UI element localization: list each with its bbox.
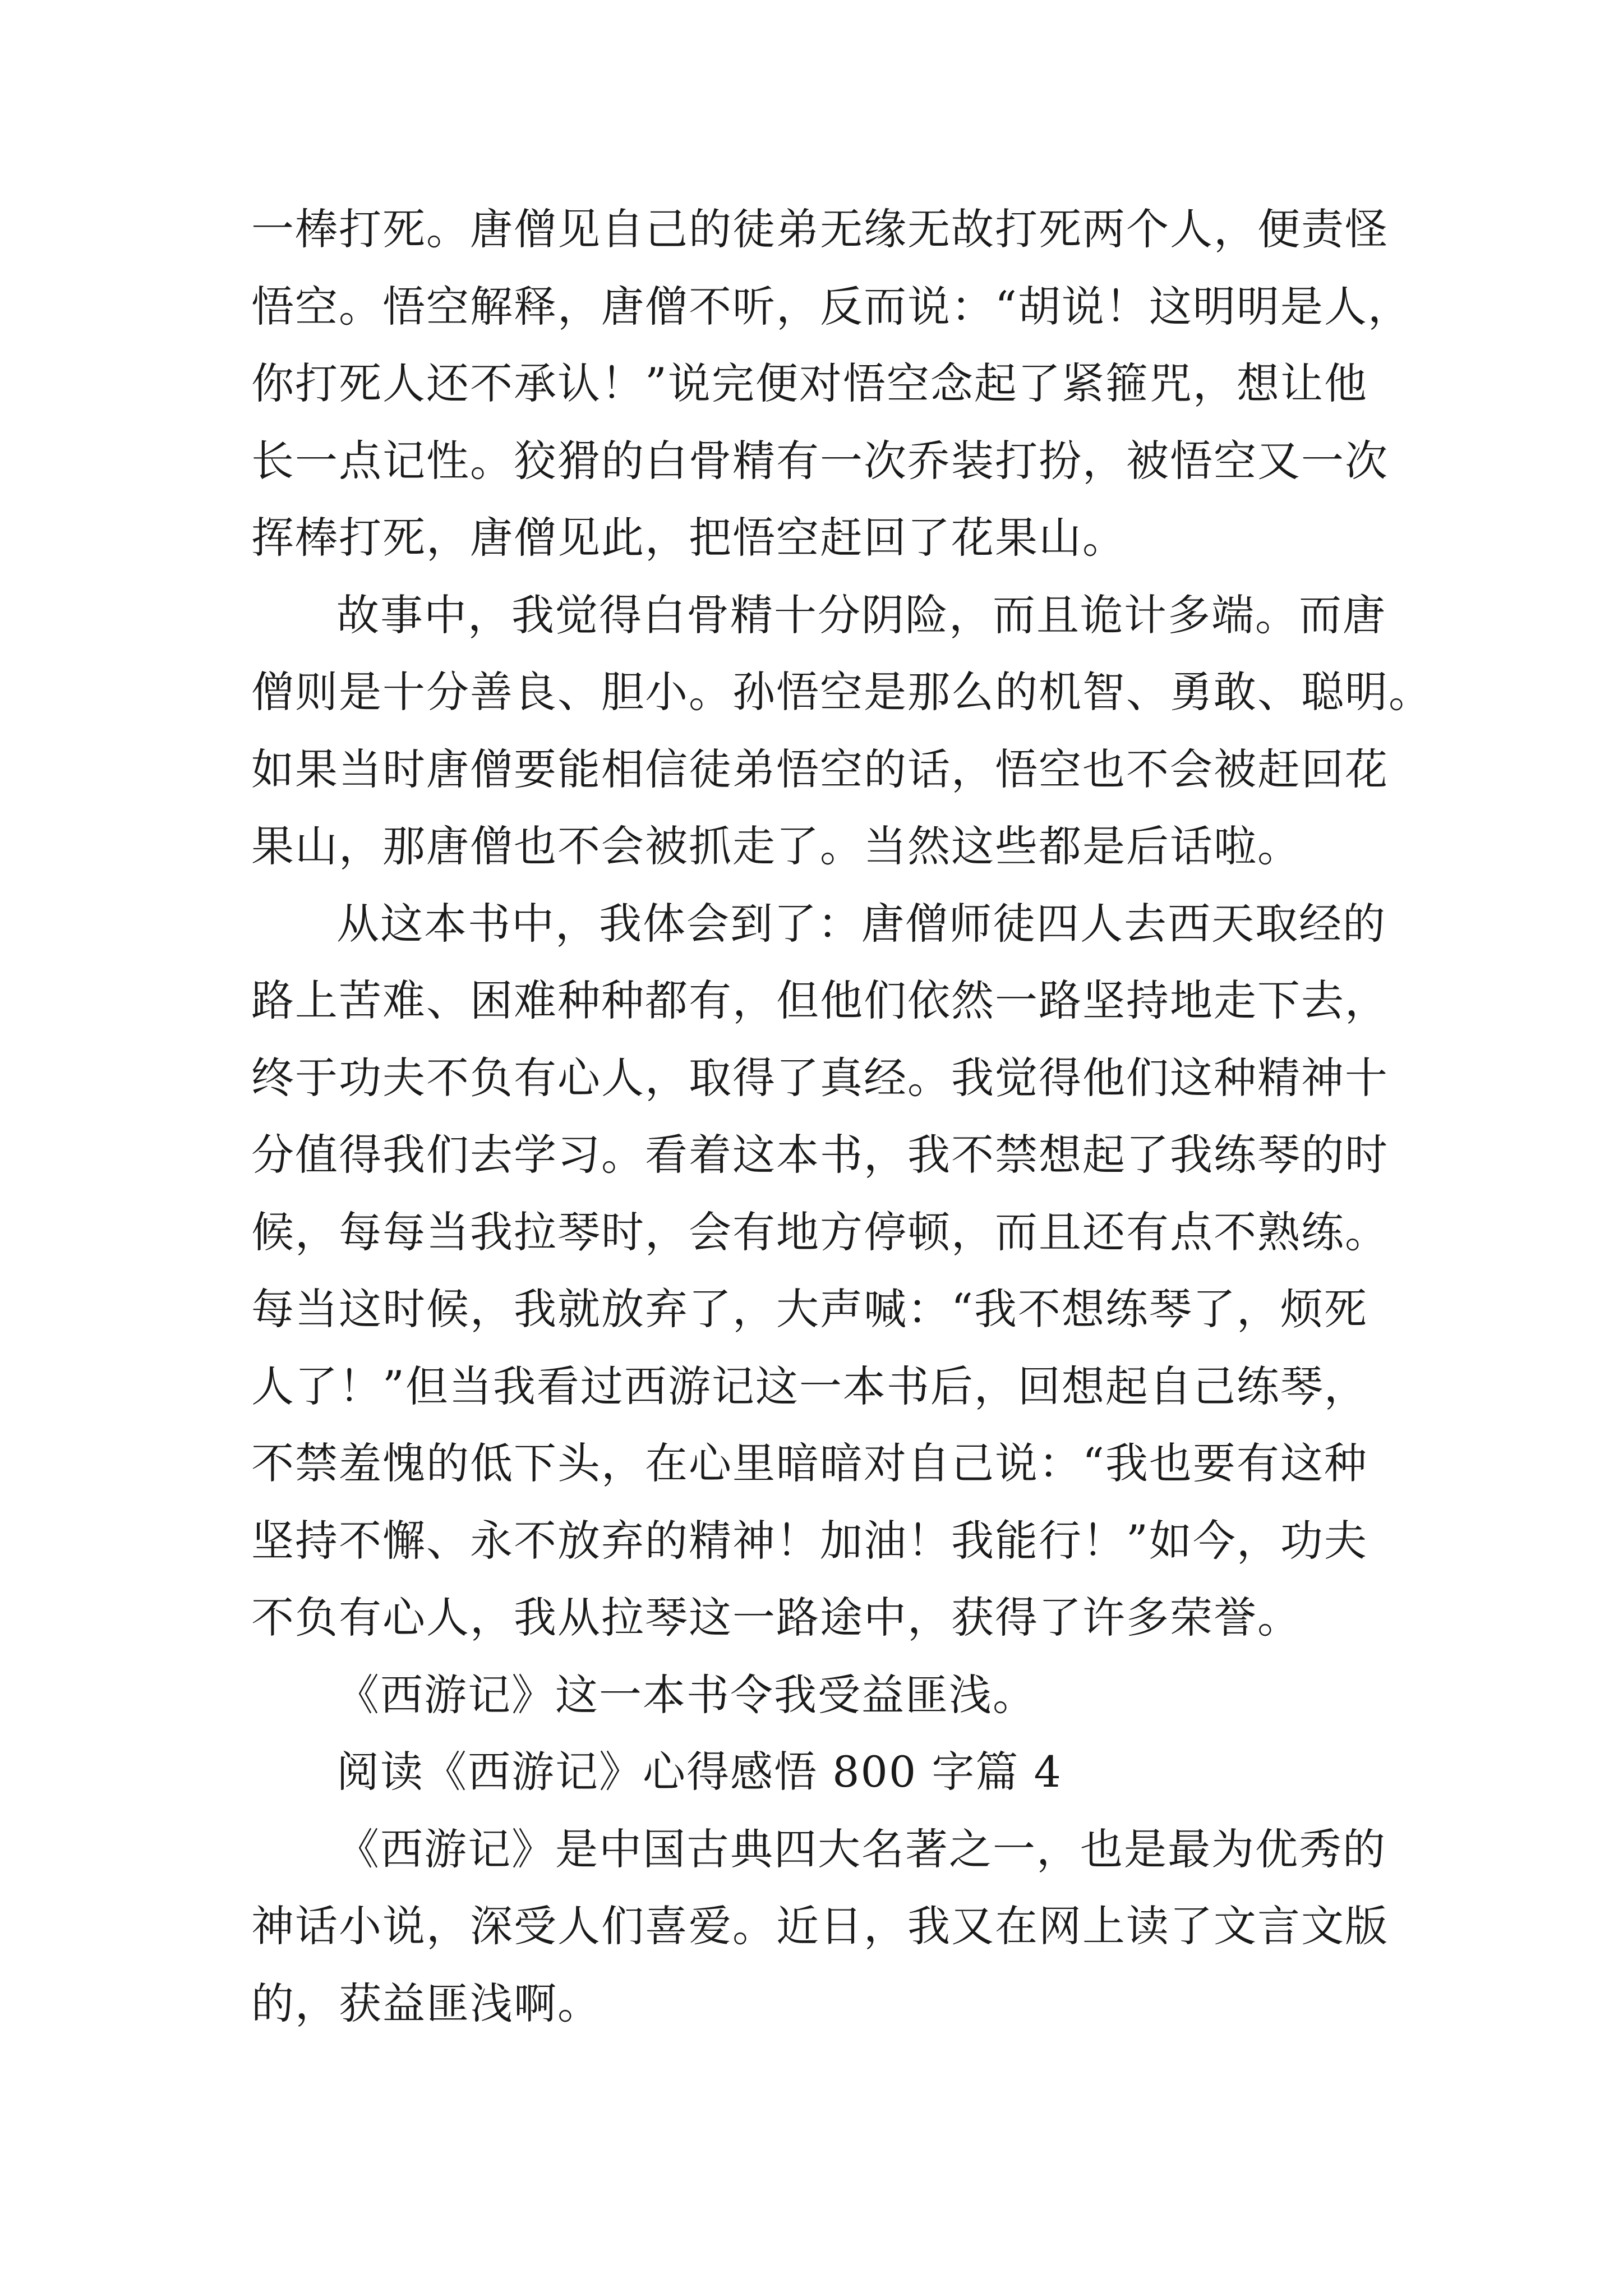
text-line-4: 长一点记性。狡猾的白骨精有一次乔装打扮，被悟空又一次 xyxy=(251,435,1389,486)
text-line-17: 不禁羞愧的低下头，在心里暗暗对自己说：“我也要有这种 xyxy=(251,1438,1368,1488)
text-line-3: 你打死人还不承认！”说完便对悟空念起了紧箍咒，想让他 xyxy=(251,358,1368,408)
text-line-9: 果山，那唐僧也不会被抓走了。当然这些都是后话啦。 xyxy=(251,821,1301,871)
text-line-7: 僧则是十分善良、胆小。孙悟空是那么的机智、勇敢、聪明。 xyxy=(251,667,1432,717)
text-line-6: 故事中，我觉得白骨精十分阴险，而且诡计多端。而唐 xyxy=(336,590,1386,640)
text-line-20: 《西游记》这一本书令我受益匪浅。 xyxy=(336,1669,1036,1720)
text-line-22: 《西游记》是中国古典四大名著之一，也是最为优秀的 xyxy=(336,1824,1386,1874)
text-line-11: 路上苦难、困难种种都有，但他们依然一路坚持地走下去， xyxy=(251,976,1389,1025)
text-line-2: 悟空。悟空解释，唐僧不听，反而说：“胡说！这明明是人， xyxy=(251,281,1412,332)
text-line-12: 终于功夫不负有心人，取得了真经。我觉得他们这种精神十 xyxy=(251,1052,1389,1103)
text-line-23: 神话小说，深受人们喜爱。近日，我又在网上读了文言文版 xyxy=(251,1901,1389,1951)
text-line-18: 坚持不懈、永不放弃的精神！加油！我能行！”如今，功夫 xyxy=(251,1515,1368,1566)
text-line-10: 从这本书中，我体会到了：唐僧师徒四人去西天取经的 xyxy=(336,898,1386,949)
text-line-24: 的，获益匪浅啊。 xyxy=(251,1978,601,2028)
text-line-1: 一棒打死。唐僧见自己的徒弟无缘无故打死两个人，便责怪 xyxy=(251,204,1389,254)
text-line-13: 分值得我们去学习。看着这本书，我不禁想起了我练琴的时 xyxy=(251,1130,1389,1180)
text-line-15: 每当这时候，我就放弃了，大声喊：“我不想练琴了，烦死 xyxy=(251,1284,1368,1334)
document-body xyxy=(251,191,1432,2042)
text-line-8: 如果当时唐僧要能相信徒弟悟空的话，悟空也不会被赶回花 xyxy=(251,744,1389,794)
text-line-14: 候，每每当我拉琴时，会有地方停顿，而且还有点不熟练。 xyxy=(251,1207,1389,1257)
text-line-19: 不负有心人，我从拉琴这一路途中，获得了许多荣誉。 xyxy=(251,1593,1301,1642)
text-line-16: 人了！”但当我看过西游记这一本书后，回想起自己练琴， xyxy=(251,1361,1368,1411)
section-heading: 阅读《西游记》心得感悟 800 字篇 4 xyxy=(336,1747,1062,1797)
text-line-5: 挥棒打死，唐僧见此，把悟空赶回了花果山。 xyxy=(251,513,1126,563)
